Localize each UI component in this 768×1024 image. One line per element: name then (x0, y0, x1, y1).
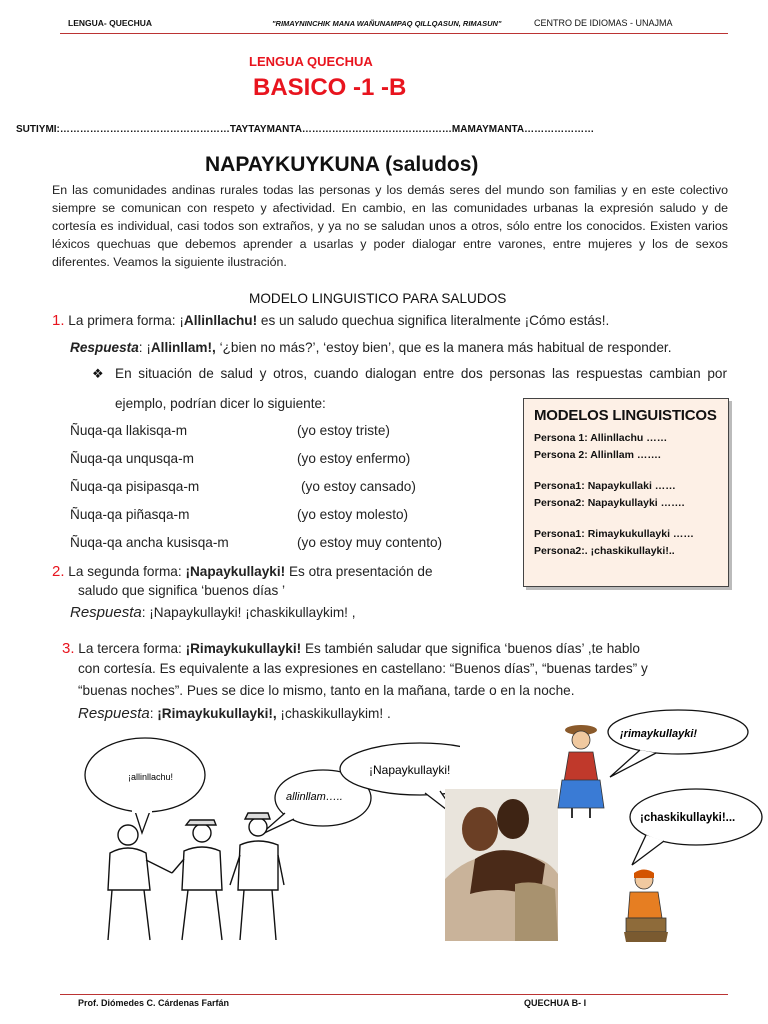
item3-post: Es también saludar que significa ‘buenos días’ ,te hablo (301, 641, 640, 656)
models-box (523, 398, 729, 587)
example-spanish: (yo estoy muy contento) (297, 535, 443, 550)
footer-author: Prof. Diómedes C. Cárdenas Farfán (78, 998, 230, 1008)
item3-resp-pre: : (149, 706, 158, 721)
box-line: Persona1: Rimaykukullayki …… (534, 528, 694, 540)
example-spanish: (yo estoy triste) (297, 423, 390, 438)
item1-response (70, 340, 671, 355)
box-line: Persona 1: Allinllachu …… (534, 432, 668, 444)
girl-figure (556, 720, 606, 820)
section-title: NAPAYKUYKUNA (saludos) (205, 153, 479, 176)
bubble1-text: ¡allinllachu! (128, 772, 174, 782)
header-center: "RIMAYNINCHIK MANA WAÑUNAMPAQ QILLQASUN, RIMASUN" (272, 19, 502, 28)
subject-title: LENGUA QUECHUA (249, 54, 373, 69)
item3-response (78, 705, 391, 722)
item2-line2: saludo que significa ‘buenos días ’ (78, 583, 286, 598)
item2-response-label: Respuesta (70, 604, 142, 621)
student-fields: SUTIYMI:……………………………………………TAYTAYMANTA………………………………………MAMAYMANTA………………… (16, 124, 595, 135)
example-quechua: Ñuqa-qa ancha kusisqa-m (70, 535, 229, 550)
footer-course: QUECHUA B- I (524, 998, 587, 1008)
item1-number: 1. (52, 312, 65, 329)
item2-resp-text: : ¡Napaykullayki! ¡chaskikullaykim! , (141, 605, 356, 620)
example-quechua: Ñuqa-qa llakisqa-m (70, 423, 188, 438)
three-men-figures (108, 813, 284, 940)
item3-line2: con cortesía. Es equivalente a las expresiones en castellano: “Buenos días”, “buenas tardes” y (78, 661, 648, 676)
item1-resp-post: ‘¿bien no más?’, ‘estoy bien’, que es la manera más habitual de responder. (215, 340, 672, 355)
item3-response-label: Respuesta (78, 705, 150, 722)
seated-figure (620, 868, 672, 944)
item2-pre: La segunda forma: (64, 564, 186, 579)
item2-number: 2. (52, 563, 65, 580)
box-line: Persona1: Napaykullaki …… (534, 480, 676, 492)
example-quechua: Ñuqa-qa pisipasqa-m (70, 479, 200, 494)
item1-resp-pre: : ¡ (138, 340, 151, 355)
intro-paragraph: En las comunidades andinas rurales todas las personas y los demás seres del mundo son familias y en este colectivo siempre se comunican con respeto y afectividad. En cambio, en las comunidades urbanas la expresión saludo y de cortesía es individual, casi todos son extraños, y ya no se saludan unos a otros, sólo entre los conocidos. Existen varios léxicos quechuas que debemos aprender a usarlas y poder dialogar entre varones, entre mujeres y los de sexos diferentes. Veamos la siguiente ilustración. (52, 183, 728, 269)
bubble3-text: ¡Napaykullayki! (369, 763, 451, 777)
example-spanish: (yo estoy molesto) (297, 507, 409, 522)
item2-line (52, 563, 433, 580)
item1-line (52, 312, 609, 329)
level-title: BASICO -1 -B (253, 74, 407, 101)
footer-rule (60, 994, 728, 995)
item1-greeting: Allinllachu! (183, 313, 258, 328)
bubble2-text: allinllam….. (286, 791, 343, 803)
model-heading: MODELO LINGUISTICO PARA SALUDOS (249, 291, 507, 306)
example-quechua: Ñuqa-qa piñasqa-m (70, 507, 190, 522)
example-spanish: (yo estoy enfermo) (297, 451, 411, 466)
speech-bubble-5 (626, 785, 766, 875)
item3-pre: La tercera forma: (74, 641, 186, 656)
example-spanish: (yo estoy cansado) (301, 479, 416, 494)
men-greeting-illustration (80, 725, 460, 945)
item3-line3: “buenas noches”. Pues se dice lo mismo, tanto en la mañana, tarde o en la noche. (78, 683, 575, 698)
box-gap (524, 512, 728, 526)
box-line: Persona 2: Allinllam ……. (534, 449, 661, 461)
item3-line (62, 640, 640, 657)
item1-post: es un saludo quechua significa literalmente ¡Cómo estás!. (257, 313, 610, 328)
item1-pre: La primera forma: ¡ (64, 313, 184, 328)
header-left: LENGUA- QUECHUA (68, 18, 153, 28)
speech-bubble-1 (85, 738, 205, 833)
bullet-line-2: ejemplo, podrían dicer lo siguiente: (115, 396, 326, 411)
item2-greeting: ¡Napaykullayki! (185, 564, 286, 579)
models-box-title: MODELOS LINGUISTICOS (534, 407, 717, 424)
header-right: CENTRO DE IDIOMAS - UNAJMA (534, 18, 673, 28)
box-line: Persona2:. ¡chaskikullayki!.. (534, 545, 675, 557)
header-rule (60, 33, 728, 34)
item1-response-word: Allinllam!, (150, 340, 216, 355)
item3-greeting: ¡Rimaykukullayki! (185, 641, 302, 656)
item1-response-label: Respuesta (70, 340, 139, 355)
bubble5-text: ¡chaskikullayki!... (640, 812, 736, 824)
box-line: Persona2: Napaykullayki ……. (534, 497, 685, 509)
item3-number: 3. (62, 640, 75, 657)
hug-photo (445, 789, 558, 941)
item2-post: Es otra presentación de (285, 564, 433, 579)
bullet-line-1: En situación de salud y otros, cuando dialogan entre dos personas las respuestas cambian por (115, 366, 727, 381)
bullet-icon: ❖ (92, 366, 104, 381)
item3-response-word: ¡Rimaykukullayki!, (157, 706, 277, 721)
bubble4-text: ¡rimaykullayki! (620, 728, 698, 740)
item3-resp-post: ¡chaskikullaykim! . (276, 706, 391, 721)
example-quechua: Ñuqa-qa unqusqa-m (70, 451, 194, 466)
box-gap (524, 464, 728, 478)
item2-response (70, 604, 356, 621)
